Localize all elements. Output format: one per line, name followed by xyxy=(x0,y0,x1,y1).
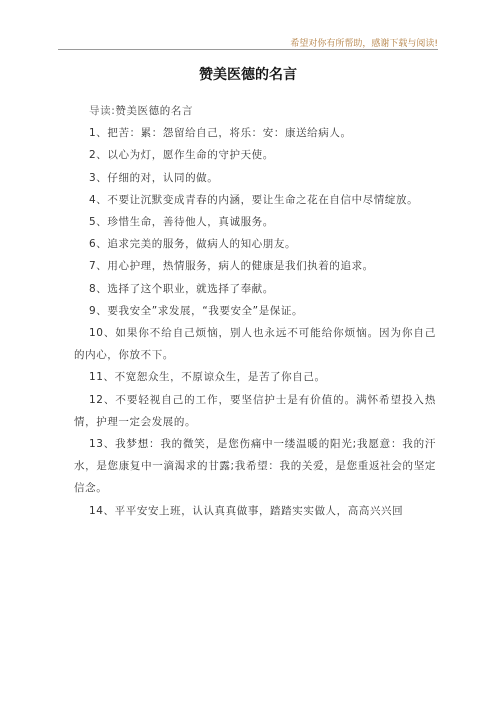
quote-item-3: 3、仔细的对，认同的做。 xyxy=(89,171,219,184)
quote-item-12: 12、不要轻视自己的工作，要坚信护士是有价值的。满怀希望投入热情，护理一定会发展的。 xyxy=(74,393,436,428)
quote-item-1: 1、把苦：累：怨留给自己，将乐：安：康送给病人。 xyxy=(89,127,352,140)
quote-item-9: 9、要我安全”求发展，“我要安全”是保证。 xyxy=(89,304,304,317)
header-note: 希望对你有所帮助，感谢下载与阅读! xyxy=(290,39,438,49)
quote-item-14: 14、平平安安上班，认认真真做事，踏踏实实做人，高高兴兴回 xyxy=(89,504,404,517)
quote-item-13: 13、我梦想：我的微笑，是您伤痛中一缕温暖的阳光;我愿意：我的汗水，是您康复中一滴渴求的甘露;我希望：我的关爱，是您重返社会的坚定信念。 xyxy=(74,438,436,495)
quote-item-5: 5、珍惜生命，善待他人，真诚服务。 xyxy=(89,216,274,229)
quote-item-11: 11、不宽恕众生，不原谅众生，是苦了你自己。 xyxy=(89,371,326,384)
lead-label: 导读: xyxy=(89,105,116,117)
quote-item-2: 2、以心为灯，愿作生命的守护天使。 xyxy=(89,149,274,162)
quote-item-8: 8、选择了这个职业，就选择了奉献。 xyxy=(89,282,274,295)
quote-item-10: 10、如果你不给自己烦恼，别人也永远不可能给你烦恼。因为你自己的内心，你放不下。 xyxy=(74,327,436,362)
document-body xyxy=(74,100,436,522)
lead-paragraph xyxy=(89,100,436,122)
header-divider xyxy=(58,49,438,50)
quote-item-6: 6、追求完美的服务，做病人的知心朋友。 xyxy=(89,238,297,251)
quote-item-4: 4、不要让沉默变成青春的内涵，要让生命之花在自信中尽情绽放。 xyxy=(89,193,419,206)
document-title: 赞美医德的名言 xyxy=(199,67,297,83)
lead-text: 赞美医德的名言 xyxy=(115,105,194,117)
quote-item-7: 7、用心护理，热情服务，病人的健康是我们执着的追求。 xyxy=(89,260,374,273)
